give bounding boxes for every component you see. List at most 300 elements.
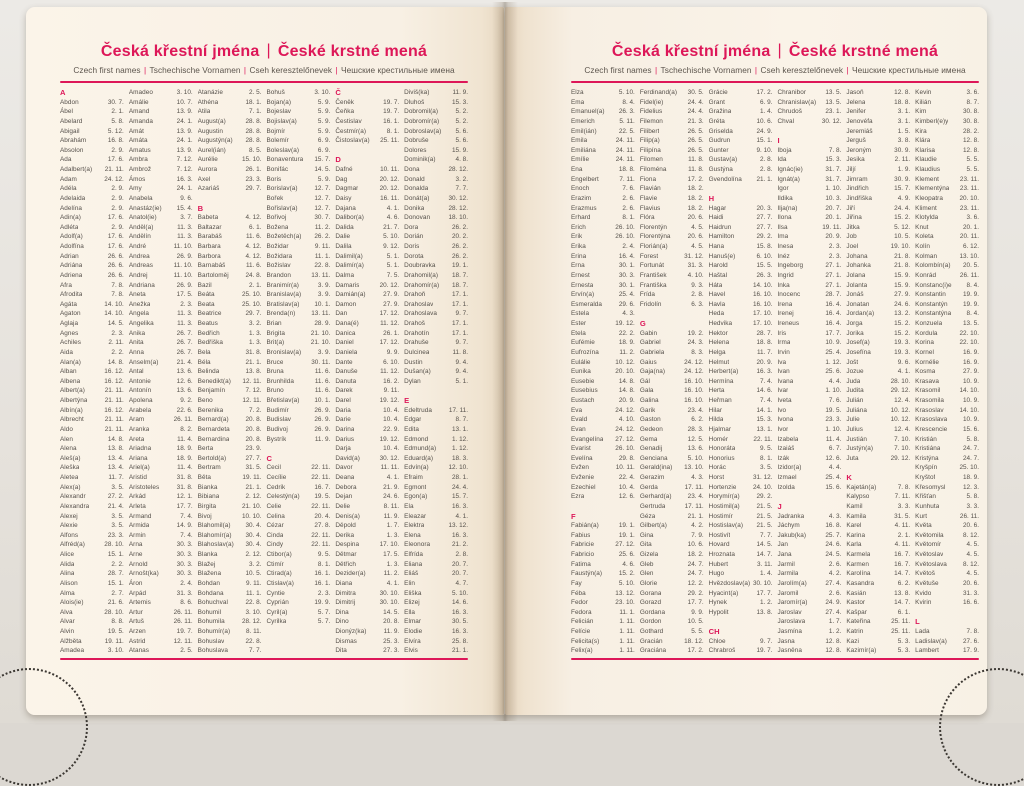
first-name: Alma (60, 589, 75, 597)
name-day-date: 21. 10. (310, 339, 331, 347)
first-name: Adolfína (60, 243, 84, 250)
name-day-date: 12. 11. (173, 637, 193, 645)
name-entry (846, 98, 910, 108)
name-entry (266, 598, 330, 608)
name-entry (571, 213, 635, 223)
name-entry (640, 435, 704, 445)
name-entry (335, 329, 399, 339)
name-entry (915, 589, 979, 599)
name-day-date: 3. 5. (111, 512, 124, 520)
first-name: Božidar (266, 243, 289, 250)
name-entry (571, 232, 635, 242)
name-entry (640, 155, 704, 165)
name-day-date: 17. 11. (684, 483, 704, 491)
name-entry (777, 637, 841, 647)
name-day-date: 5. 1. (386, 252, 400, 260)
name-day-date: 13. 6. (687, 445, 704, 453)
first-name: Kleopatra (915, 194, 943, 202)
name-day-date: 28. 12. (241, 618, 262, 626)
first-name: Ima (777, 233, 789, 241)
first-name: Cedrik (266, 483, 286, 491)
name-entry (777, 184, 841, 194)
first-name: Daria (335, 406, 351, 414)
first-name: Karina (846, 531, 866, 539)
name-day-date: 2. 6. (622, 204, 635, 212)
name-entry (571, 463, 635, 473)
name-day-date: 3. 2. (455, 175, 468, 183)
name-entry (640, 175, 704, 185)
name-day-date: 19. 5. (825, 406, 842, 414)
first-name: Eliana (404, 560, 423, 568)
first-name: Hovard (708, 541, 730, 549)
name-entry (266, 88, 330, 98)
name-day-date: 4. 12. (245, 252, 262, 260)
name-column (266, 88, 330, 656)
name-entry (266, 184, 330, 194)
name-day-date: 17. 10. (379, 541, 400, 549)
name-day-date: 7. 8. (897, 483, 911, 491)
first-name: Anabela (128, 194, 153, 202)
first-name: Dalimil(a) (335, 252, 363, 260)
name-entry (198, 579, 262, 589)
name-day-date: 25. 10. (959, 464, 979, 472)
name-day-date: 13. 9. (176, 146, 193, 154)
first-name: Bonifác (266, 166, 289, 173)
first-name: Gorazd (639, 599, 662, 607)
name-day-date: 24. 12. (615, 406, 635, 414)
name-day-date: 4. 7. (455, 579, 468, 587)
name-entry (60, 204, 124, 214)
name-entry (198, 367, 262, 377)
name-day-date: 21. 1. (245, 483, 262, 491)
name-day-date: 12. 6. (825, 454, 842, 462)
name-entry (335, 367, 399, 377)
first-name: Gina (639, 531, 654, 539)
name-entry (266, 483, 330, 493)
name-day-date: 12. 4. (894, 397, 911, 404)
name-entry (198, 463, 262, 473)
name-entry (60, 569, 124, 579)
name-day-date: 3. 9. (317, 291, 331, 299)
name-entry (129, 444, 193, 454)
name-day-date: 11. 12. (380, 320, 400, 327)
name-entry (709, 319, 773, 329)
name-day-date: 10. 9. (962, 377, 979, 385)
name-entry (129, 232, 193, 242)
name-day-date: 1. 11. (619, 618, 635, 626)
name-day-date: 26. 6. (107, 252, 124, 260)
name-day-date: 26. 11. (959, 271, 979, 279)
name-entry (335, 512, 399, 522)
name-entry (640, 483, 704, 493)
name-entry (915, 377, 979, 387)
name-day-date: 21. 5. (756, 502, 773, 510)
name-entry (777, 579, 841, 589)
page-subtitle (60, 65, 468, 75)
name-entry (915, 261, 979, 271)
name-day-date: 23. 3. (245, 175, 262, 183)
name-entry (571, 531, 635, 541)
first-name: Cinda (266, 531, 284, 539)
name-day-date: 10. 5. (687, 618, 704, 626)
name-day-date: 24. 12. (104, 175, 124, 183)
name-day-date: 3. 7. (180, 214, 193, 222)
name-entry (60, 435, 124, 445)
name-day-date: 16. 10. (752, 300, 773, 308)
name-day-date: 30. 4. (245, 541, 262, 549)
name-day-date: 20. 7. (451, 560, 468, 568)
first-name: Adriána (60, 262, 83, 270)
name-day-date: 18. 1. (245, 98, 262, 106)
first-name: Gorana (639, 589, 662, 597)
first-name: Anděl(a) (128, 223, 154, 231)
first-name: Darina (335, 425, 355, 433)
name-entry (335, 386, 399, 396)
name-day-date: 31. 12. (752, 474, 773, 481)
name-day-date: 5. 1. (386, 262, 400, 270)
name-entry (571, 252, 635, 262)
first-name: Abrahám (60, 137, 87, 145)
first-name: Julián (846, 397, 864, 404)
first-name: Bohumila (197, 618, 225, 626)
name-entry (198, 242, 262, 252)
first-name: Erika (571, 243, 586, 250)
name-entry (571, 175, 635, 185)
name-entry (60, 637, 124, 647)
name-day-date: 17. 2. (756, 89, 773, 96)
first-name: Damaris (335, 281, 360, 289)
name-day-date: 16. 10. (684, 397, 704, 404)
name-day-date: 13. 12. (448, 522, 468, 530)
name-entry (404, 550, 468, 560)
first-name: Kvido (915, 589, 932, 597)
name-entry (846, 444, 910, 454)
name-day-date: 17. 7. (825, 329, 842, 337)
name-entry (777, 521, 841, 531)
name-day-date: 9. 3. (691, 281, 704, 289)
first-name: Kristiána (915, 445, 941, 453)
first-name: Ivo (777, 406, 787, 414)
name-entry (266, 608, 330, 618)
name-day-date: 26. 2. (451, 252, 468, 260)
section-header: Č (335, 88, 341, 97)
first-name: Eufrozína (571, 348, 599, 356)
name-day-date: 1. 12. (451, 445, 468, 453)
first-name: Abdon (60, 98, 79, 106)
first-name: Arnold (128, 560, 148, 568)
first-name: Celina (266, 512, 285, 520)
name-day-date: 12. 2. (687, 579, 704, 587)
first-name: Filibert (639, 127, 660, 135)
name-entry (709, 127, 773, 137)
first-name: Hilar (708, 406, 723, 414)
name-entry (846, 425, 910, 435)
name-entry (198, 646, 262, 656)
name-entry (60, 396, 124, 406)
first-name: Gustav(a) (708, 156, 738, 164)
name-day-date: 6. 2. (897, 579, 911, 587)
first-name: Absolon (60, 146, 84, 154)
name-entry (335, 579, 399, 589)
name-entry (266, 502, 330, 512)
name-entry (266, 136, 330, 146)
subtitle-part: Чешские крестильные имена (341, 65, 455, 75)
name-entry (846, 204, 910, 214)
first-name: Alex(a) (60, 483, 81, 491)
first-name: Izák (777, 454, 790, 462)
first-name: Enoch (571, 185, 590, 193)
name-entry (404, 540, 468, 550)
name-entry (129, 319, 193, 329)
name-day-date: 16. 12. (104, 377, 124, 385)
first-name: Artuš (128, 618, 144, 626)
name-entry (640, 290, 704, 300)
name-day-date: 4. 1. (455, 512, 468, 520)
first-name: Alva (60, 608, 73, 616)
first-name: Azariáš (197, 185, 220, 193)
first-name: Božidara (266, 252, 293, 260)
name-day-date: 24. 11. (615, 146, 635, 154)
name-entry (60, 463, 124, 473)
name-day-date: 12. 7. (314, 194, 331, 202)
first-name: Fabián(a) (571, 522, 599, 530)
first-name: Cindy (266, 541, 284, 549)
name-day-date: 1. 12. (825, 358, 842, 366)
first-name: Filomen (639, 156, 663, 164)
name-day-date: 10. 10. (241, 512, 262, 520)
name-entry (404, 589, 468, 599)
name-day-date: 21. 4. (176, 358, 193, 366)
name-entry (129, 175, 193, 185)
first-name: Dismas (335, 637, 357, 645)
name-entry (777, 213, 841, 223)
first-name: Božetěch(a) (266, 233, 302, 241)
name-entry (846, 627, 910, 637)
first-name: Erina (571, 252, 587, 260)
name-entry (846, 155, 910, 165)
first-name: Juta (846, 454, 859, 462)
first-name: Alina (60, 570, 75, 578)
name-entry (266, 252, 330, 262)
first-name: Izolda (777, 483, 795, 491)
name-entry (60, 521, 124, 531)
name-entry (404, 194, 468, 204)
name-day-date: 3. 6. (966, 89, 979, 96)
name-entry (266, 512, 330, 522)
name-entry (777, 165, 841, 175)
name-entry (198, 146, 262, 156)
name-day-date: 13. 6. (176, 387, 193, 395)
name-day-date: 27. 8. (314, 522, 331, 530)
name-entry (335, 608, 399, 618)
first-name: Dobroslav(a) (404, 127, 442, 135)
name-entry (709, 512, 773, 522)
name-day-date: 7. 8. (966, 628, 979, 635)
first-name: Jarolím(a) (777, 579, 807, 587)
name-entry (915, 406, 979, 416)
name-entry (129, 300, 193, 310)
name-entry (571, 396, 635, 406)
first-name: Arabela (128, 406, 152, 414)
name-day-date: 10. 4. (618, 483, 635, 491)
name-day-date: 7. 4. (180, 531, 193, 539)
first-name: Elmar (404, 618, 422, 626)
first-name: Bernardina (197, 435, 230, 443)
name-entry (915, 646, 979, 656)
name-day-date: 25. 8. (451, 637, 468, 645)
name-entry (777, 271, 841, 281)
name-entry (777, 425, 841, 435)
name-column (335, 88, 399, 656)
name-day-date: 16. 10. (752, 291, 773, 299)
name-day-date: 1. 7. (828, 618, 842, 626)
first-name: Florián(a) (639, 243, 668, 250)
name-entry (571, 608, 635, 618)
first-name: Jerguš (846, 137, 866, 145)
name-day-date: 10. 4. (383, 406, 400, 414)
name-day-date: 26. 5. (687, 127, 704, 135)
first-name: Horymír(a) (708, 493, 740, 501)
name-day-date: 13. 5. (825, 89, 842, 96)
first-name: Galina (639, 397, 659, 404)
name-day-date: 11. 6. (314, 377, 331, 385)
name-day-date: 2. 11. (108, 339, 124, 347)
name-day-date: 12. 5. (687, 435, 704, 443)
name-entry (404, 637, 468, 647)
name-column (846, 88, 910, 656)
name-entry (915, 136, 979, 146)
first-name: Klára (915, 137, 931, 145)
name-entry (129, 627, 193, 637)
name-day-date: 6. 9. (760, 98, 773, 106)
first-name: Doubravka (404, 262, 436, 270)
first-name: Ella (404, 608, 416, 616)
first-name: Evangelína (571, 435, 604, 443)
first-name: Aranka (128, 425, 150, 433)
name-day-date: 2. 7. (111, 589, 124, 597)
first-name: Blažena (197, 570, 222, 578)
first-name: Filipína (639, 146, 661, 154)
name-day-date: 1. 11. (619, 637, 635, 645)
first-name: Gaja(na) (639, 368, 666, 376)
name-day-date: 19. 11. (822, 223, 842, 231)
first-name: Hedvika (708, 320, 733, 327)
first-name: Cyprián (266, 599, 289, 607)
name-day-date: 10. 12. (615, 358, 635, 366)
name-entry (709, 348, 773, 358)
first-name: Dafné (335, 166, 353, 173)
first-name: Harold (708, 262, 728, 270)
name-entry (198, 425, 262, 435)
name-day-date: 13. 8. (107, 445, 124, 453)
name-day-date: 3. 1. (897, 108, 911, 116)
first-name: Chval (777, 117, 795, 125)
name-entry (571, 386, 635, 396)
first-name: Ezra (571, 493, 585, 501)
first-name: Jarmila (777, 570, 799, 578)
name-entry (129, 290, 193, 300)
name-day-date: 24. 6. (383, 493, 400, 501)
first-name: Dobruše (404, 137, 429, 145)
name-day-date: 6. 9. (317, 146, 331, 154)
first-name: Armin (128, 531, 146, 539)
name-entry (709, 425, 773, 435)
name-entry (335, 98, 399, 108)
name-day-date: 5. 12. (107, 127, 124, 135)
name-entry (129, 617, 193, 627)
name-day-date: 20. 6. (962, 579, 979, 587)
first-name: Dag (335, 175, 348, 183)
name-entry (709, 637, 773, 647)
first-name: Flóra (639, 214, 655, 222)
name-day-date: 15. 9. (451, 146, 468, 154)
name-day-date: 19. 9. (314, 599, 331, 607)
name-entry (571, 348, 635, 358)
name-day-date: 18. 3. (451, 454, 468, 462)
name-entry (266, 560, 330, 570)
name-day-date: 18. 8. (618, 166, 635, 173)
first-name: Heda (708, 310, 725, 318)
name-day-date: 24. 1. (176, 137, 193, 145)
first-name: Ferdinand(a) (639, 89, 678, 96)
name-entry (198, 589, 262, 599)
name-day-date: 26. 5. (687, 146, 704, 154)
name-entry (266, 319, 330, 329)
name-day-date: 28. 12. (448, 204, 468, 212)
name-day-date: 30. 9. (894, 146, 911, 154)
name-day-date: 14. 10. (959, 387, 979, 395)
name-entry (709, 377, 773, 387)
first-name: Hana (708, 243, 725, 250)
name-entry (404, 627, 468, 637)
name-entry (266, 492, 330, 502)
name-entry (640, 329, 704, 339)
first-name: Boris (266, 175, 282, 183)
name-day-date: 20. 4. (314, 512, 331, 520)
first-name: Justýn(a) (846, 445, 874, 453)
name-day-date: 3. 2. (249, 560, 262, 568)
name-entry (709, 213, 773, 223)
first-name: Ariana (128, 454, 148, 462)
name-day-date: 23. 1. (825, 108, 842, 116)
name-day-date: 21. 8. (894, 252, 911, 260)
first-name: Arne (128, 551, 143, 558)
name-entry (777, 146, 841, 156)
name-entry (915, 127, 979, 137)
first-name: Ariel(a) (128, 464, 150, 472)
first-name: Anita (128, 339, 144, 347)
first-name: Bianka (197, 483, 218, 491)
first-name: Dante (335, 358, 353, 366)
first-name: Ctislav(a) (266, 579, 294, 587)
name-entry (198, 127, 262, 137)
name-day-date: 30. 1. (618, 281, 635, 289)
name-entry (777, 473, 841, 483)
blank-row (266, 637, 330, 647)
first-name: Estela (571, 310, 590, 318)
first-name: Edita (404, 425, 419, 433)
name-day-date: 18. 2. (687, 551, 704, 558)
subtitle-separator: | (241, 65, 249, 75)
first-name: Jasmína (777, 628, 802, 635)
name-day-date: 11. 7. (108, 474, 124, 481)
first-name: Dalma (335, 271, 355, 279)
first-name: Alexandra (60, 502, 90, 510)
first-name: Angela (128, 310, 150, 318)
name-entry (571, 425, 635, 435)
name-day-date: 11. 2. (619, 348, 635, 356)
first-name: Iris (777, 329, 787, 337)
